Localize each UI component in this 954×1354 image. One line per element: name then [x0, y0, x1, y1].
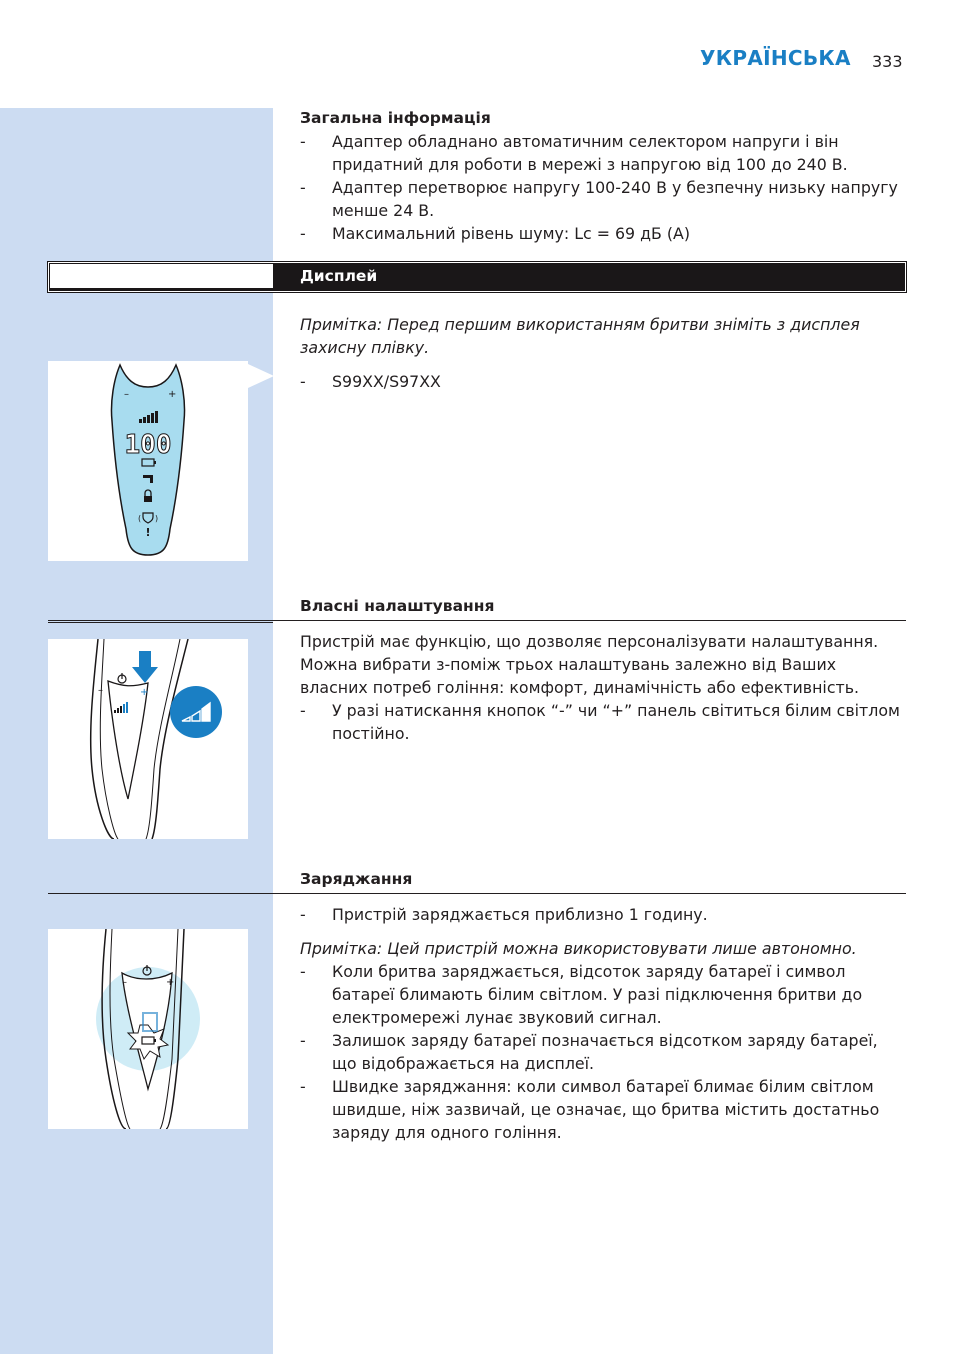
list-item: - S99XX/S97XX [300, 372, 441, 391]
charging-note: Примітка: Цей пристрій можна використовувати лише автономно. [300, 939, 857, 958]
shaver-buttons-illustration [48, 639, 248, 839]
figure-pointer [248, 364, 274, 388]
list-item: - Пристрій заряджається приблизно 1 годину. [300, 905, 708, 924]
display-note: Примітка: Перед першим використанням бритви зніміть з дисплея захисну плівку. [300, 315, 860, 357]
language-title: УКРАЇНСЬКА [700, 46, 851, 70]
section-heading-display: Дисплей [300, 267, 378, 285]
battery-percentage-digits: 100 [124, 430, 172, 460]
list-item: - У разі натискання кнопок “-” чи “+” панель світиться білим світлом постійно. [300, 701, 900, 743]
warning-icon: ! [145, 526, 151, 539]
minus-label: – [122, 977, 127, 988]
svg-text:): ) [155, 514, 159, 523]
page-number: 333 [872, 52, 903, 71]
plus-label: + [166, 977, 175, 988]
section-heading-general: Загальна інформація [300, 109, 491, 127]
section-bar-gap [50, 264, 273, 288]
shaver-display-illustration [48, 361, 248, 561]
list-item: - Адаптер обладнано автоматичним селектором напруги і він придатний для роботи в мережі з напругою від 100 до 240 В. [300, 132, 848, 174]
section-heading-personal: Власні налаштування [300, 597, 495, 615]
signal-bars-icon [114, 702, 128, 713]
minus-label: – [98, 685, 103, 696]
figure-rule [48, 893, 273, 894]
shaver-charging-illustration [48, 929, 248, 1129]
list-item: - Адаптер перетворює напругу 100-240 В у безпечну низьку напругу менше 24 В. [300, 178, 898, 220]
section-rule [48, 620, 906, 621]
personal-text: Пристрій має функцію, що дозволяє персоналізувати налаштування. Можна вибрати з-поміж трьох налаштувань залежно від Ваших власних потреб гоління: комфорт, динамічність або ефективність. [300, 632, 879, 697]
section-heading-charging: Заряджання [300, 870, 413, 888]
charging-figure [48, 929, 248, 1129]
display-figure [48, 361, 248, 561]
settings-level-badge [170, 686, 222, 738]
plus-label: + [140, 687, 149, 698]
down-arrow-icon [132, 651, 158, 683]
minus-label: – [124, 389, 129, 400]
power-icon [118, 673, 126, 683]
list-item: - Залишок заряду батареї позначається відсотком заряду батареї, що відображається на дисплеї. [300, 1031, 878, 1073]
plus-label: + [168, 389, 177, 400]
personal-settings-figure [48, 639, 248, 839]
list-item: - Максимальний рівень шуму: Lc = 69 дБ (A) [300, 224, 691, 243]
figure-rule [48, 622, 273, 623]
list-item: - Коли бритва заряджається, відсоток заряду батареї і символ батареї блимають білим світлом. У разі підключення бритви до електромережі лунає звуковий сигнал. [300, 962, 863, 1027]
list-item: - Швидке заряджання: коли символ батареї блимає білим світлом швидше, ніж зазвичай, це означає, що бритва містить достатньо заряду для одного гоління. [300, 1077, 880, 1142]
svg-text:(: ( [138, 514, 142, 523]
